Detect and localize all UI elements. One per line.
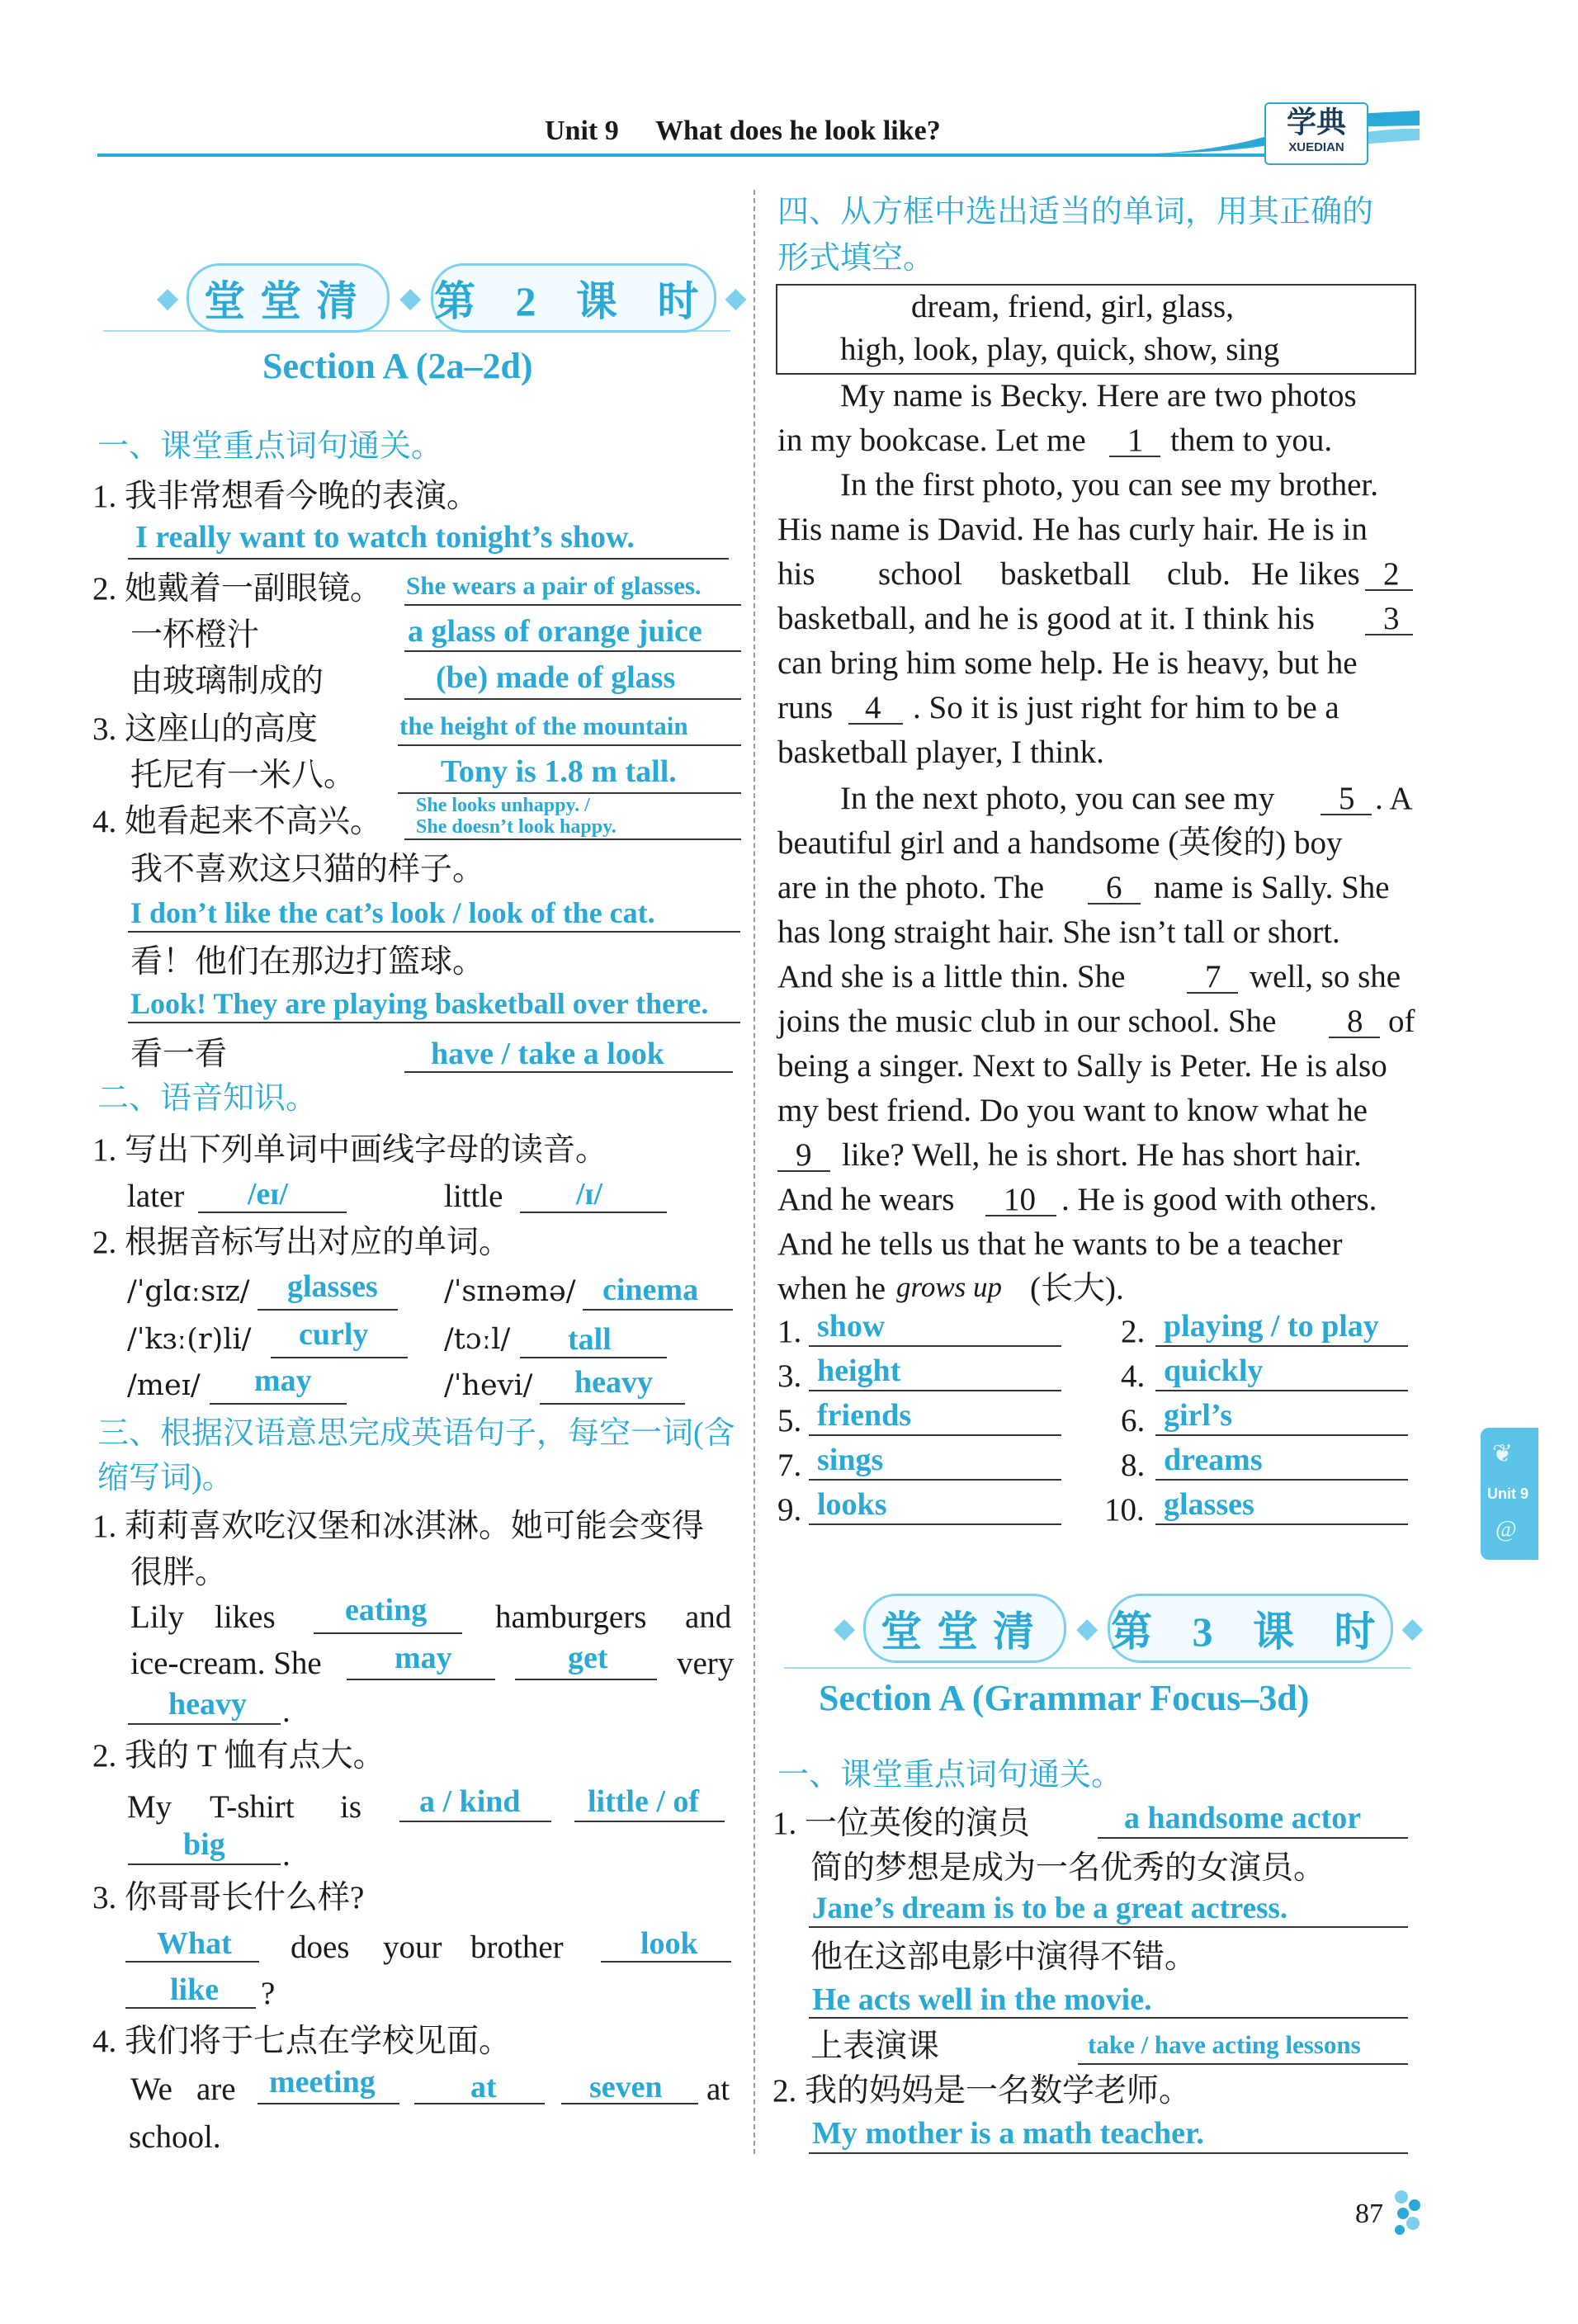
s5-q1-answer-a: a handsome actor (1124, 1801, 1362, 1835)
blank-9: 9 (796, 1137, 812, 1173)
answer-phonetic-2: cinema (602, 1273, 699, 1307)
answer-value: show (817, 1309, 886, 1344)
brand-logo-en: XUEDIAN (1288, 140, 1344, 154)
s5-q1-answer-b: Jane’s dream is to be a great actress. (812, 1892, 1288, 1925)
section-heading-1: 一、课堂重点词句通关。 (97, 429, 443, 464)
s3-q3-cn: 3. 你哥哥长什么样? (92, 1880, 365, 1915)
word-little: little (444, 1179, 503, 1214)
s5-q1-answer-c: He acts well in the movie. (812, 1982, 1152, 2017)
q2-answer-b: a glass of orange juice (408, 614, 702, 649)
s3-q1-answer3: get (568, 1641, 608, 1675)
column-divider (754, 190, 755, 2154)
answer-num: 7. (777, 1448, 802, 1483)
blank-2: 2 (1383, 556, 1400, 592)
answer-num: 2. (1121, 1314, 1146, 1349)
q4-cn-a: 4. 她看起来不高兴。 (92, 804, 383, 839)
section-heading-4a: 四、从方框中选出适当的单词，用其正确的 (777, 195, 1374, 229)
s2-q2: 2. 根据音标写出对应的单词。 (92, 1225, 512, 1260)
s3-q2-end: . (282, 1837, 291, 1873)
passage-l8b: . So it is just right for him to be a (913, 690, 1339, 725)
word-box-line2: high, look, play, quick, show, sing (840, 332, 1280, 367)
s3-q2-w2: T-shirt (210, 1789, 295, 1825)
page-number: 87 (1355, 2199, 1383, 2229)
answer-num: 6. (1121, 1403, 1146, 1438)
s3-q4-answer1: meeting (269, 2065, 376, 2100)
answer-num: 1. (777, 1314, 802, 1349)
answer-num: 10. (1104, 1492, 1145, 1528)
blank-1: 1 (1127, 423, 1144, 458)
q3-cn-a: 3. 这座山的高度 (92, 711, 319, 747)
banner2-part2: 第 3 课 时 (1108, 1594, 1393, 1663)
banner2-part1: 堂堂清 (863, 1594, 1066, 1663)
answer-phonetic-4: tall (568, 1322, 612, 1357)
answer-phonetic-5: may (254, 1363, 312, 1398)
diamond-icon: ◆ (399, 283, 422, 314)
wing-icon: ❦ (1492, 1440, 1514, 1467)
q4-answer-b: I don’t like the cat’s look / look of the cat. (130, 896, 655, 929)
s5-q1-cn-c: 他在这部电影中演得不错。 (810, 1939, 1198, 1975)
s3-q2-answer2: little / of (588, 1784, 700, 1819)
s3-q1-w1: Lily (130, 1599, 184, 1635)
passage-l14a: And she is a little thin. She (777, 959, 1126, 994)
blank-7: 7 (1205, 959, 1221, 994)
phonetic-6: /ˈhevi/ (444, 1369, 533, 1402)
s3-q1-end: . (282, 1693, 291, 1729)
phonetic-4: /tɔːl/ (444, 1323, 511, 1356)
s3-q1-w3: hamburgers (495, 1599, 647, 1635)
passage-l17: my best friend. Do you want to know what he (777, 1093, 1368, 1128)
passage-l15a: joins the music club in our school. She (777, 1004, 1277, 1039)
answer-num: 9. (777, 1492, 802, 1528)
passage-l13: has long straight hair. She isn’t tall or short. (777, 914, 1340, 950)
lesson-banner-3 (834, 1593, 1423, 1664)
answer-value: glasses (1164, 1487, 1254, 1522)
answer-phonetic-3: curly (299, 1317, 369, 1352)
passage-l10a: In the next photo, you can see my (840, 781, 1275, 816)
q2-cn-c: 由玻璃制成的 (130, 664, 324, 699)
passage-l14b: well, so she (1250, 959, 1401, 994)
banner-right-line (784, 1667, 1411, 1669)
passage-l12b: name is Sally. She (1154, 870, 1390, 905)
passage-l21b: grows up (896, 1271, 1003, 1303)
banner-part2: 第 2 课 时 (431, 263, 716, 333)
passage-l5f: likes (1299, 556, 1360, 592)
q2-cn-a: 2. 她戴着一副眼镜。 (92, 571, 383, 607)
blank-10: 10 (1004, 1182, 1036, 1217)
passage-l15b: of (1388, 1004, 1415, 1039)
passage-l19a: And he wears (777, 1182, 955, 1217)
passage-l8a: runs (777, 690, 834, 725)
header-rule (97, 154, 1360, 157)
q4-answer-a2: She doesn’t look happy. (416, 816, 617, 838)
answer-num: 8. (1121, 1448, 1146, 1483)
phonetic-1: /ˈglɑːsɪz/ (127, 1275, 250, 1308)
answer-phonetic-1: glasses (287, 1269, 378, 1304)
blank-6: 6 (1106, 870, 1122, 905)
s3-q3-answer1: What (157, 1926, 232, 1961)
q2-answer-a: She wears a pair of glasses. (406, 571, 702, 600)
answer-value: girl’s (1164, 1398, 1233, 1433)
s3-q2-w3: is (340, 1789, 362, 1825)
s3-q3-answer3: like (170, 1972, 220, 2007)
passage-l10b: . A (1375, 781, 1413, 816)
passage-l21a: when he (777, 1271, 886, 1306)
section-title: Section A (2a–2d) (262, 346, 533, 386)
s5-q1-cn-b: 简的梦想是成为一名优秀的女演员。 (810, 1850, 1326, 1886)
s3-q1-cn1: 1. 莉莉喜欢吃汉堡和冰淇淋。她可能会变得 (92, 1509, 705, 1544)
lesson-banner-2 (157, 262, 746, 333)
blank-5: 5 (1339, 781, 1355, 816)
q1-cn: 1. 我非常想看今晚的表演。 (92, 479, 480, 514)
s5-q1-cn-a: 1. 一位英俊的演员 (772, 1806, 1031, 1841)
passage-l2a: in my bookcase. Let me (777, 423, 1086, 458)
answer-value: looks (817, 1487, 887, 1522)
s3-q4-answer2: at (470, 2070, 497, 2104)
passage-l4: His name is David. He has curly hair. He is in (777, 512, 1368, 547)
s3-q3-w1: does (291, 1930, 350, 1965)
section-heading-2: 二、语音知识。 (97, 1081, 318, 1116)
passage-l5a: his (777, 556, 815, 592)
q4-cn-b: 我不喜欢这只猫的样子。 (130, 852, 485, 887)
section-heading-5: 一、课堂重点词句通关。 (777, 1758, 1123, 1793)
answer-num: 4. (1121, 1358, 1146, 1394)
answer-later: /eɪ/ (248, 1177, 288, 1212)
passage-l1: My name is Becky. Here are two photos (840, 378, 1357, 413)
answer-value: dreams (1164, 1443, 1263, 1477)
side-tab (1481, 1428, 1538, 1560)
header-title: What does he look like? (655, 116, 941, 146)
section-heading-3b: 缩写词)。 (97, 1461, 234, 1495)
answer-value: quickly (1164, 1353, 1264, 1388)
passage-l2b: them to you. (1170, 423, 1333, 458)
passage-l16: being a singer. Next to Sally is Peter. He is also (777, 1048, 1387, 1084)
s3-q1-w5: ice-cream. She (130, 1646, 322, 1681)
s5-q1-cn-d: 上表演课 (810, 2029, 940, 2064)
diamond-icon: ◆ (1076, 1613, 1098, 1644)
answer-little: /ɪ/ (576, 1177, 603, 1212)
q3-cn-b: 托尼有一米八。 (130, 758, 357, 793)
passage-l11: beautiful girl and a handsome (英俊的) boy (777, 825, 1343, 861)
s3-q4-w3: at (706, 2071, 730, 2107)
passage-l5b: school (878, 556, 962, 592)
answer-value: friends (817, 1398, 911, 1433)
answer-num: 5. (777, 1403, 802, 1438)
s3-q2-cn: 2. 我的 T 恤有点大。 (92, 1738, 385, 1774)
passage-l21c: (长大). (1030, 1271, 1124, 1306)
passage-l3: In the first photo, you can see my brother. (840, 467, 1379, 503)
answer-value: sings (817, 1443, 884, 1477)
q4-answer-a1: She looks unhappy. / (416, 795, 590, 816)
diamond-icon: ◆ (157, 283, 179, 314)
blank-8: 8 (1347, 1004, 1363, 1039)
s3-q2-answer1: a / kind (419, 1784, 521, 1819)
swirl-icon: @ (1495, 1517, 1517, 1542)
q4-answer-d: have / take a look (431, 1037, 664, 1071)
passage-l5e: He (1251, 556, 1289, 592)
s5-q2-answer: My mother is a math teacher. (812, 2116, 1204, 2151)
s5-q2-cn: 2. 我的妈妈是一名数学老师。 (772, 2073, 1192, 2109)
s5-q1-answer-d: take / have acting lessons (1088, 2030, 1361, 2059)
diamond-icon: ◆ (834, 1613, 856, 1644)
s3-q1-answer4: heavy (168, 1687, 247, 1722)
passage-l7: can bring him some help. He is heavy, but he (777, 645, 1358, 681)
s3-q1-w2: likes (215, 1599, 276, 1635)
s3-q3-w3: brother (470, 1930, 564, 1965)
passage-l6a: basketball, and he is good at it. I think his (777, 601, 1315, 636)
passage-l12a: are in the photo. The (777, 870, 1045, 905)
s3-q2-w1: My (127, 1789, 172, 1825)
passage-l5d: club. (1167, 556, 1231, 592)
blank-4: 4 (865, 690, 881, 725)
s3-q1-answer1: eating (345, 1593, 428, 1627)
passage-l20: And he tells us that he wants to be a teacher (777, 1226, 1343, 1262)
q2-answer-c: (be) made of glass (436, 660, 676, 695)
q4-answer-c: Look! They are playing basketball over there. (130, 987, 709, 1020)
answer-value: height (817, 1353, 901, 1388)
word-later: later (127, 1179, 185, 1214)
brand-logo-cn: 学典 (1286, 106, 1346, 139)
s3-q3-answer2: look (640, 1926, 698, 1961)
phonetic-5: /meɪ/ (127, 1369, 201, 1402)
passage-l9: basketball player, I think. (777, 735, 1104, 770)
q3-answer-a: the height of the mountain (399, 711, 688, 740)
s3-q4-w4: school. (129, 2119, 221, 2155)
section-title-2: Section A (Grammar Focus–3d) (819, 1678, 1310, 1718)
passage-l5c: basketball (1000, 556, 1132, 592)
s3-q1-w4: and (685, 1599, 732, 1635)
section-heading-4b: 形式填空。 (777, 241, 935, 276)
header-unit: Unit 9 (545, 116, 619, 146)
phonetic-2: /ˈsɪnəmə/ (444, 1275, 576, 1308)
answer-phonetic-6: heavy (574, 1365, 653, 1400)
s3-q3-end: ? (261, 1976, 276, 2011)
s2-q1: 1. 写出下列单词中画线字母的读音。 (92, 1132, 608, 1168)
passage-l19b: . He is good with others. (1061, 1182, 1377, 1217)
s3-q1-w6: very (677, 1646, 735, 1681)
diamond-icon: ◆ (725, 283, 747, 314)
s3-q3-w2: your (383, 1930, 442, 1965)
banner-part1: 堂堂清 (187, 263, 390, 333)
answer-value: playing / to play (1164, 1309, 1379, 1344)
s3-q4-answer3: seven (589, 2070, 663, 2104)
q4-cn-d: 看一看 (130, 1037, 228, 1072)
q4-cn-c: 看！他们在那边打篮球。 (130, 944, 485, 980)
s3-q2-answer3: big (183, 1827, 225, 1862)
q1-answer: I really want to watch tonight’s show. (135, 520, 635, 555)
brand-logo (1264, 102, 1368, 165)
blank-3: 3 (1383, 601, 1400, 636)
passage-l18: like? Well, he is short. He has short hair. (842, 1137, 1362, 1173)
answer-num: 3. (777, 1358, 802, 1394)
side-tab-label: Unit 9 (1487, 1486, 1529, 1502)
word-box-line1: dream, friend, girl, glass, (911, 289, 1234, 324)
s3-q4-w2: are (196, 2071, 236, 2107)
diamond-icon: ◆ (1401, 1613, 1424, 1644)
section-heading-3a: 三、根据汉语意思完成英语句子，每空一词(含 (97, 1416, 735, 1451)
q3-answer-b: Tony is 1.8 m tall. (441, 754, 677, 789)
q2-cn-b: 一杯橙汁 (130, 617, 260, 653)
s3-q1-cn2: 很胖。 (130, 1555, 228, 1590)
dots-icon (1391, 2187, 1424, 2237)
phonetic-3: /ˈkɜː(r)li/ (127, 1323, 252, 1356)
s3-q4-cn: 4. 我们将于七点在学校见面。 (92, 2024, 512, 2059)
s3-q1-answer2: may (394, 1641, 452, 1675)
s3-q4-w1: We (130, 2071, 172, 2107)
